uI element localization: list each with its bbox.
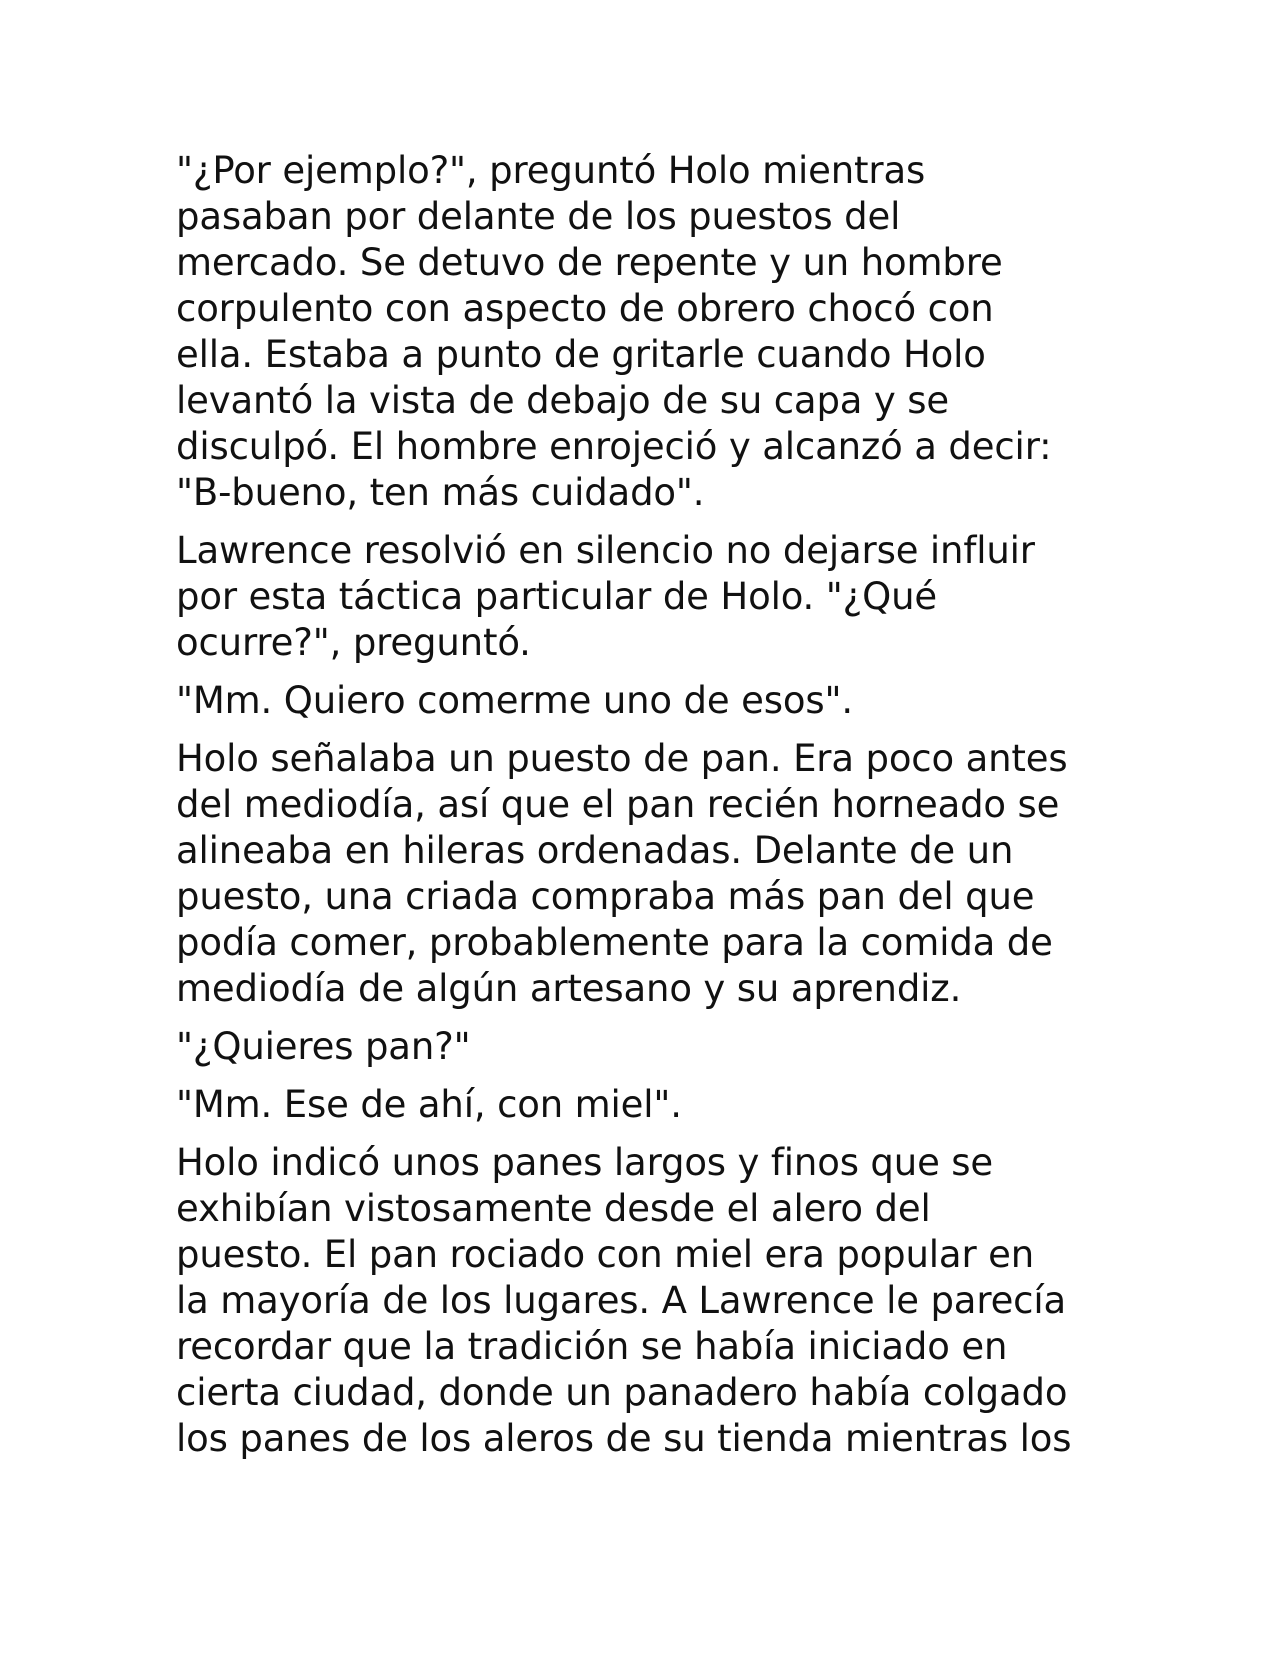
paragraph-3: "Mm. Quiero comerme uno de esos".	[176, 679, 853, 722]
paragraph-2: Lawrence resolvió en silencio no dejarse influir por esta táctica particular de Holo. "¿Qué ocurre?", preguntó.	[176, 529, 1035, 664]
paragraph-6: "Mm. Ese de ahí, con miel".	[176, 1083, 682, 1126]
document-page	[176, 148, 1116, 1656]
paragraph-7: Holo indicó unos panes largos y finos que se exhibían vistosamente desde el alero del puesto. El pan rociado con miel era popular en la mayoría de los lugares. A Lawrence le parecía recordar que la tradición se había iniciado en cierta ciudad, donde un panadero había colgado los panes de los aleros de su tienda mientras los	[176, 1141, 1072, 1460]
paragraph-1: "¿Por ejemplo?", preguntó Holo mientras pasaban por delante de los puestos del mercado. Se detuvo de repente y un hombre corpulento con aspecto de obrero chocó con ella. Estaba a punto de gritarle cuando Holo levantó la vista de debajo de su capa y se disculpó. El hombre enrojeció y alcanzó a decir: "B-bueno, ten más cuidado".	[176, 149, 1052, 514]
paragraph-4: Holo señalaba un puesto de pan. Era poco antes del mediodía, así que el pan recién horneado se alineaba en hileras ordenadas. Delante de un puesto, una criada compraba más pan del que podía comer, probablemente para la comida de mediodía de algún artesano y su aprendiz.	[176, 737, 1068, 1010]
paragraph-5: "¿Quieres pan?"	[176, 1025, 471, 1068]
